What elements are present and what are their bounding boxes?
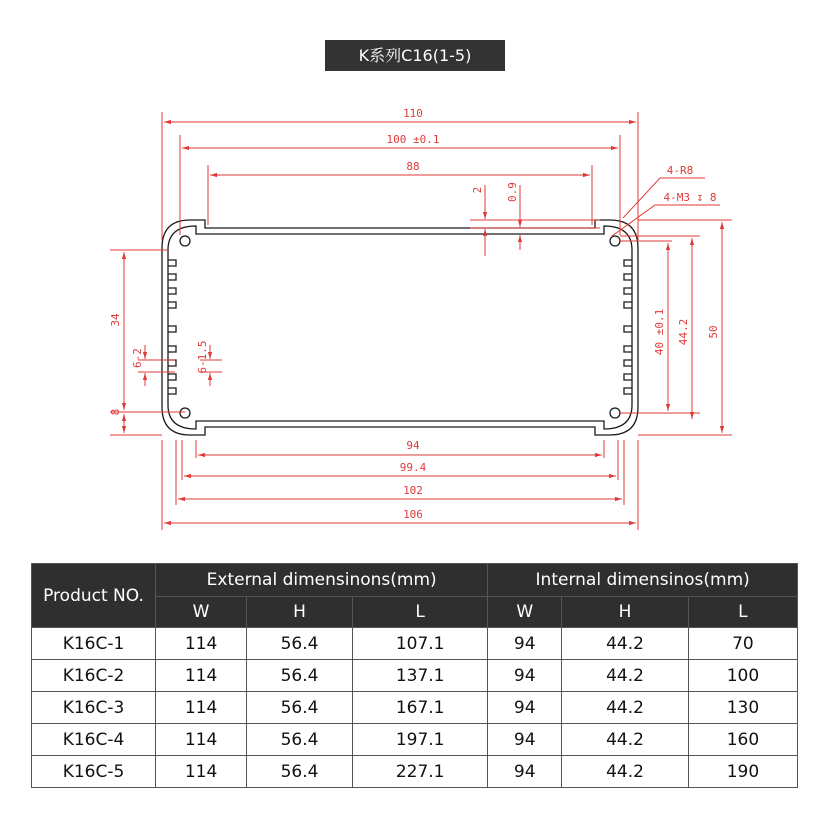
cell: 56.4 (247, 724, 353, 756)
cell: 160 (688, 724, 797, 756)
cell: 114 (156, 628, 247, 660)
dim-m3: 4-M3 ↧ 8 (663, 191, 717, 204)
external-header: External dimensinons(mm) (156, 564, 488, 597)
dim-6-2: 6-2 (131, 348, 144, 368)
cell: 167.1 (352, 692, 487, 724)
dim-r8: 4-R8 (666, 164, 694, 177)
cell: 44.2 (562, 660, 689, 692)
cell: 56.4 (247, 660, 353, 692)
enclosure-profile (162, 220, 638, 435)
product-header: Product NO. (32, 564, 156, 628)
cell: 197.1 (352, 724, 487, 756)
cell: 44.2 (562, 756, 689, 788)
cell: 94 (488, 660, 562, 692)
dim-102: 102 (403, 484, 423, 497)
cell: 107.1 (352, 628, 487, 660)
cell: 114 (156, 660, 247, 692)
cell-product: K16C-2 (32, 660, 156, 692)
cell: 44.2 (562, 628, 689, 660)
dim-99-4: 99.4 (399, 461, 427, 474)
cell: 130 (688, 692, 797, 724)
cell: 114 (156, 692, 247, 724)
table-row (32, 724, 798, 756)
cell: 56.4 (247, 756, 353, 788)
cell: 94 (488, 756, 562, 788)
cell: 56.4 (247, 692, 353, 724)
col-ext-w: W (156, 597, 247, 628)
cell: 114 (156, 756, 247, 788)
table-row (32, 660, 798, 692)
dim-110: 110 (403, 107, 423, 120)
dim-34: 34 (109, 313, 122, 327)
dim-50: 50 (707, 325, 720, 339)
table-row (32, 692, 798, 724)
cell: 137.1 (352, 660, 487, 692)
cell-product: K16C-1 (32, 628, 156, 660)
dim-2: 2 (471, 186, 484, 194)
dim-44-2: 44.2 (677, 318, 690, 346)
cell: 100 (688, 660, 797, 692)
cell: 56.4 (247, 628, 353, 660)
page-title: K系列C16(1-5) (325, 40, 505, 71)
dim-6-1-5: 6-1.5 (196, 340, 209, 374)
cell: 44.2 (562, 692, 689, 724)
internal-header: Internal dimensinos(mm) (488, 564, 798, 597)
dimension-labels (109, 107, 720, 521)
col-int-l: L (688, 597, 797, 628)
table-row (32, 628, 798, 660)
cell-product: K16C-3 (32, 692, 156, 724)
dim-100: 100 ±0.1 (386, 133, 440, 146)
dim-40: 40 ±0.1 (653, 308, 666, 356)
cell: 190 (688, 756, 797, 788)
cell: 70 (688, 628, 797, 660)
dim-106: 106 (403, 508, 423, 521)
col-ext-l: L (352, 597, 487, 628)
cell: 227.1 (352, 756, 487, 788)
dim-88: 88 (406, 160, 420, 173)
col-int-w: W (488, 597, 562, 628)
table-row (32, 756, 798, 788)
dim-0-9: 0.9 (506, 182, 519, 202)
cell: 114 (156, 724, 247, 756)
dim-94: 94 (406, 439, 420, 452)
cell-product: K16C-5 (32, 756, 156, 788)
cell: 94 (488, 724, 562, 756)
cell: 44.2 (562, 724, 689, 756)
cell: 94 (488, 692, 562, 724)
cell: 94 (488, 628, 562, 660)
col-int-h: H (562, 597, 689, 628)
cell-product: K16C-4 (32, 724, 156, 756)
dim-8: 8 (109, 408, 122, 416)
spec-table (31, 563, 798, 788)
col-ext-h: H (247, 597, 353, 628)
